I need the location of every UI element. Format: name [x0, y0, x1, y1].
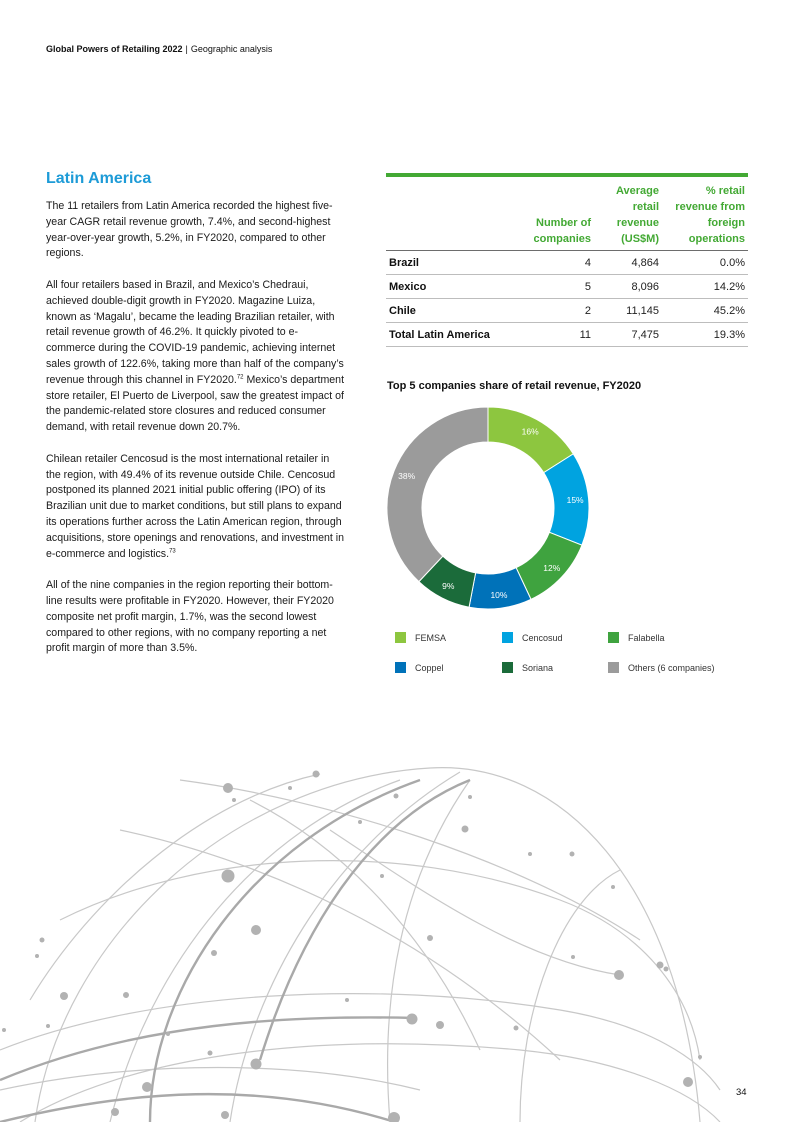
- table-cell-foreign-ops: 0.0%: [662, 251, 748, 275]
- legend-swatch: [395, 662, 406, 673]
- report-title: Global Powers of Retailing 2022: [46, 44, 183, 54]
- table-header-region: [386, 177, 510, 251]
- paragraph-4: [46, 578, 346, 657]
- legend-item: [395, 662, 444, 673]
- footnote-ref-73[interactable]: 73: [169, 548, 176, 554]
- table-row-total: [386, 323, 748, 347]
- paragraph-4-text: All of the nine companies in the region reporting their bottom-line results were profitable in FY2020. However, their FY2020 composite net profit margin, 1.7%, was the second lowest compared to other regions, with no company reporting a net profit margin of more than 3.5%.: [46, 579, 334, 655]
- donut-slice-others-6-companies: [387, 407, 488, 582]
- paragraph-3: [46, 452, 346, 563]
- paragraph-1-text: The 11 retailers from Latin America recorded the highest five-year CAGR retail revenue growth, 7.4%, and second-highest year-over-year growth, 5.2%, in FY2020, compared to other regions.: [46, 200, 333, 260]
- slice-label: 10%: [490, 589, 508, 600]
- table-cell-companies: 2: [510, 299, 594, 323]
- report-section: Geographic analysis: [190, 44, 273, 54]
- table-cell-companies: 4: [510, 251, 594, 275]
- table-cell-region: Total Latin America: [386, 323, 510, 347]
- table-row: [386, 251, 748, 275]
- table-cell-region: Chile: [386, 299, 510, 323]
- table-row: [386, 299, 748, 323]
- table-cell-foreign-ops: 14.2%: [662, 275, 748, 299]
- legend-label: Soriana: [522, 662, 554, 673]
- body-text: [46, 199, 346, 673]
- globe-illustration: [0, 760, 793, 1122]
- legend-label: FEMSA: [415, 632, 447, 643]
- header-separator: |: [185, 44, 188, 54]
- legend-swatch: [502, 632, 513, 643]
- table-cell-avg-revenue: 7,475: [594, 323, 662, 347]
- section-title: Latin America: [46, 170, 152, 187]
- legend-item: [608, 662, 715, 673]
- table-header-avg-revenue: Average retail revenue (US$M): [594, 177, 662, 251]
- table-cell-region: Brazil: [386, 251, 510, 275]
- paragraph-1: [46, 199, 346, 262]
- table-cell-foreign-ops: 19.3%: [662, 323, 748, 347]
- legend-swatch: [395, 632, 406, 643]
- paragraph-2-text: All four retailers based in Brazil, and Mexico’s Chedraui, achieved double-digit growth in FY2020. Magazine Luiza, known as ‘Magalu’, became the leading Brazilian retailer, with retail revenue growth of 46.2%. It quickly pivoted to e-commerce during the COVID-19 pandemic, achieving internet sales growth of 122.6%, taking more than half of the company’s revenue through this channel in FY2020.: [46, 278, 344, 386]
- paragraph-2-text-after: Mexico’s department store retailer, El Puerto de Liverpool, saw the greatest impact of the pandemic-related store closures and reduced consumer demand, with retail revenue down 20.7%.: [46, 373, 345, 434]
- donut-chart: [380, 400, 600, 620]
- legend-swatch: [608, 632, 619, 643]
- slice-label: 38%: [398, 470, 416, 481]
- chart-title: Top 5 companies share of retail revenue, FY2020: [387, 380, 642, 392]
- table-cell-avg-revenue: 8,096: [594, 275, 662, 299]
- slice-label: 9%: [442, 580, 455, 591]
- legend-item: [502, 662, 553, 673]
- table-cell-avg-revenue: 11,145: [594, 299, 662, 323]
- page-number: 34: [736, 1087, 747, 1098]
- legend-item: [502, 632, 563, 643]
- table-header-foreign-ops: % retail revenue from foreign operations: [662, 177, 748, 251]
- legend-swatch: [608, 662, 619, 673]
- table-cell-avg-revenue: 4,864: [594, 251, 662, 275]
- region-summary-table: [386, 173, 748, 347]
- table-header-row: [386, 177, 748, 251]
- slice-label: 16%: [521, 426, 539, 437]
- paragraph-3-text: Chilean retailer Cencosud is the most international retailer in the region, with 49.4% of its revenue outside Chile. Cencosud postponed its planned 2021 initial public offering (IPO) of its Brazilian unit due to market conditions, but still plans to expand its operations further across the Latin American region, through acquisitions, store openings and renovations, and investment in e-commerce and logistics.: [46, 452, 344, 560]
- legend-label: Others (6 companies): [628, 662, 715, 673]
- slice-label: 12%: [543, 562, 561, 573]
- legend-item: [608, 632, 665, 643]
- table-header-companies: Number of companies: [510, 177, 594, 251]
- table-cell-foreign-ops: 45.2%: [662, 299, 748, 323]
- legend-swatch: [502, 662, 513, 673]
- table-cell-companies: 5: [510, 275, 594, 299]
- table-cell-region: Mexico: [386, 275, 510, 299]
- table-row: [386, 275, 748, 299]
- footnote-ref-72[interactable]: 72: [236, 374, 244, 381]
- legend-item: [395, 632, 446, 643]
- paragraph-2: [46, 278, 346, 436]
- legend-label: Coppel: [415, 662, 444, 673]
- legend-label: Falabella: [628, 632, 665, 643]
- table-cell-companies: 11: [510, 323, 594, 347]
- running-header: [46, 44, 272, 54]
- slice-label: 15%: [566, 494, 584, 505]
- legend-label: Cencosud: [522, 632, 563, 643]
